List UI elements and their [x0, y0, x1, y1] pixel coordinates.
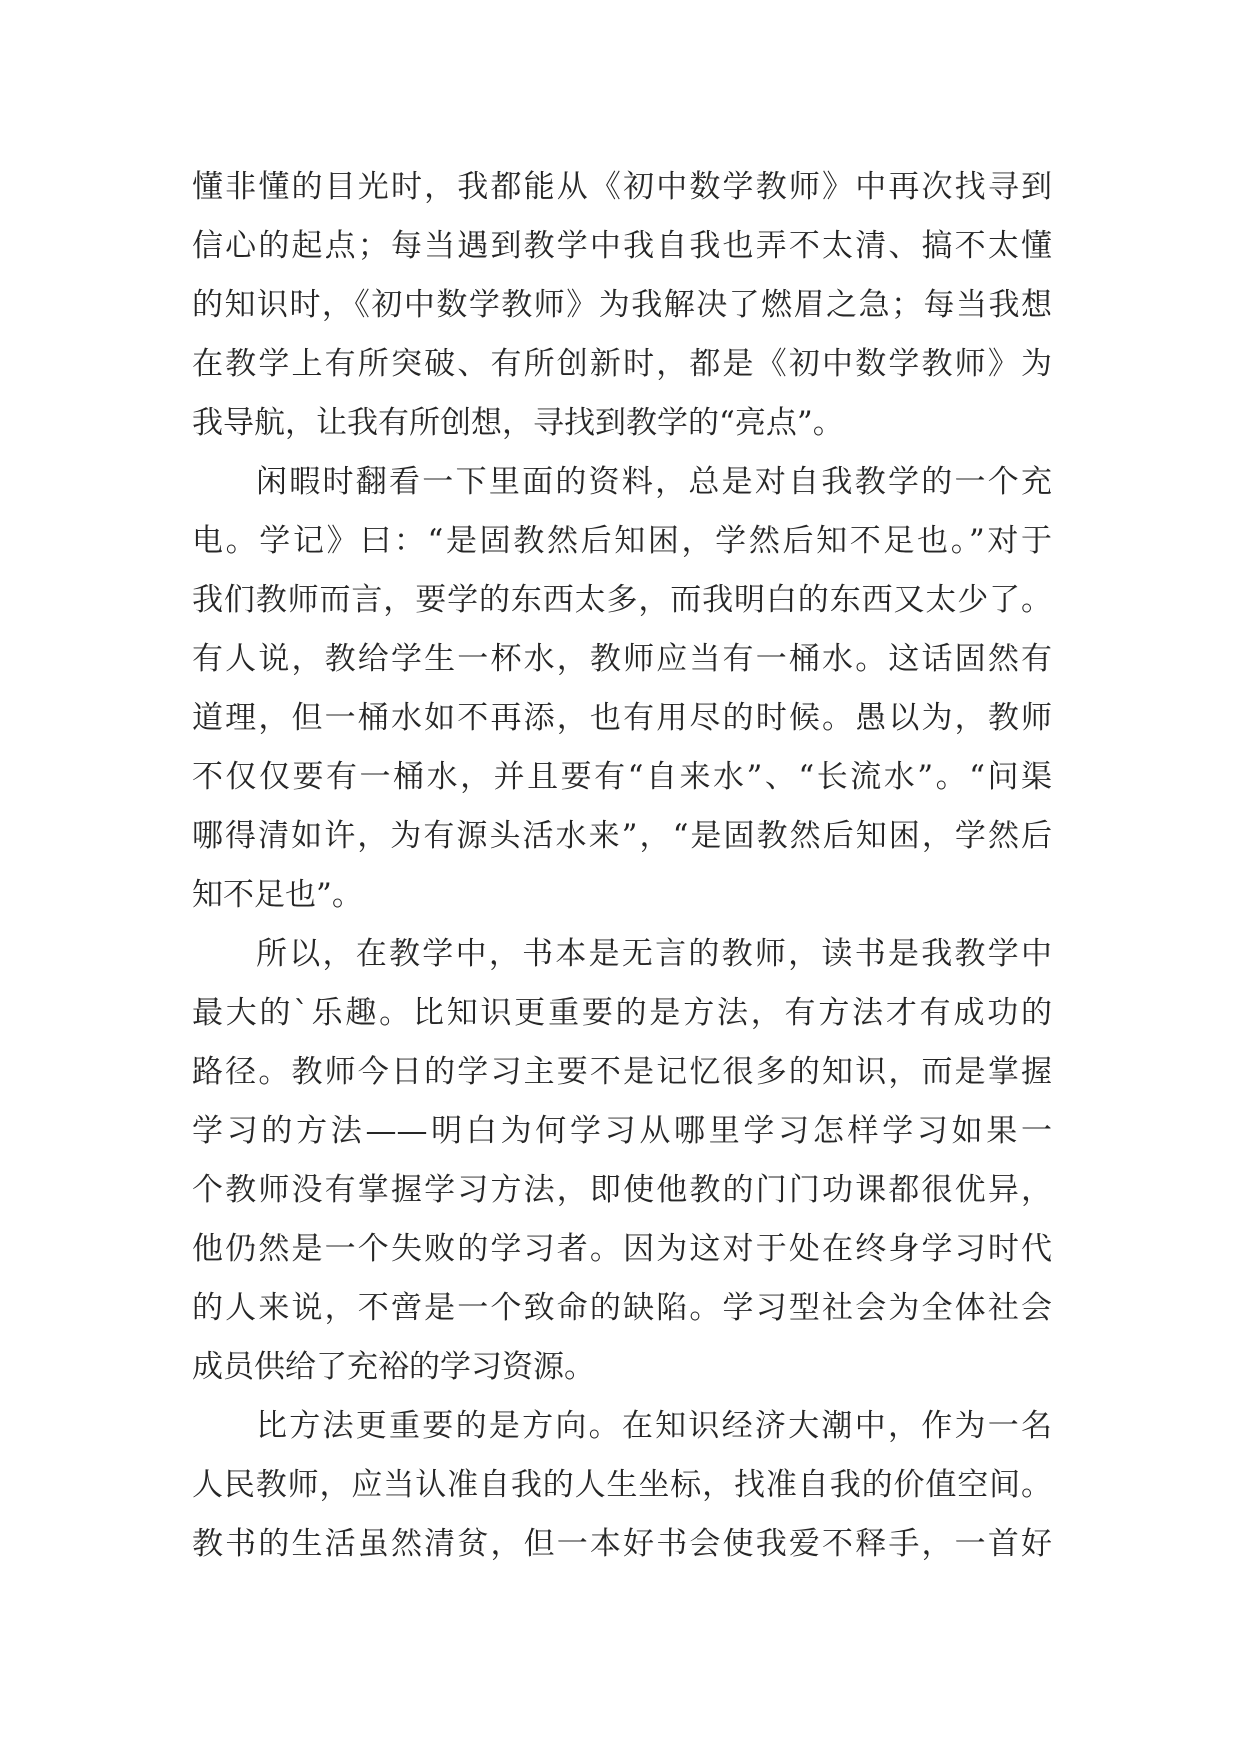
text-line: 学习的方法——明白为何学习从哪里学习怎样学习如果一 [192, 1113, 1052, 1149]
text-line: 我们教师而言，要学的东西太多，而我明白的东西又太少了。 [192, 582, 1052, 618]
body-text [192, 158, 1052, 1574]
text-line: 电。学记》曰：“是固教然后知困，学然后知不足也。”对于 [192, 523, 1052, 559]
text-line: 知不足也”。 [192, 877, 363, 913]
text-line: 我导航，让我有所创想，寻找到教学的“亮点”。 [192, 405, 844, 441]
paragraph [192, 925, 1052, 1397]
text-line: 在教学上有所突破、有所创新时，都是《初中数学教师》为 [192, 346, 1052, 382]
text-line: 的知识时，《初中数学教师》为我解决了燃眉之急；每当我想 [192, 287, 1052, 323]
text-line: 人民教师，应当认准自我的人生坐标，找准自我的价值空间。 [192, 1467, 1052, 1503]
text-line: 的人来说，不啻是一个致命的缺陷。学习型社会为全体社会 [192, 1290, 1052, 1326]
text-line: 信心的起点；每当遇到教学中我自我也弄不太清、搞不太懂 [192, 228, 1052, 264]
text-line: 闲暇时翻看一下里面的资料，总是对自我教学的一个充 [256, 464, 1052, 500]
text-line: 哪得清如许，为有源头活水来”，“是固教然后知困，学然后 [192, 818, 1052, 854]
text-line: 道理，但一桶水如不再添，也有用尽的时候。愚以为，教师 [192, 700, 1052, 736]
text-line: 成员供给了充裕的学习资源。 [192, 1349, 595, 1385]
text-line: 所以，在教学中，书本是无言的教师，读书是我教学中 [256, 936, 1052, 972]
paragraph [192, 158, 1052, 453]
paragraph [192, 1397, 1052, 1574]
text-line: 教书的生活虽然清贫，但一本好书会使我爱不释手，一首好 [192, 1526, 1052, 1562]
paragraph [192, 453, 1052, 925]
text-line: 最大的`乐趣。比知识更重要的是方法，有方法才有成功的 [192, 995, 1052, 1031]
text-line: 比方法更重要的是方向。在知识经济大潮中，作为一名 [256, 1408, 1052, 1444]
text-line: 懂非懂的目光时，我都能从《初中数学教师》中再次找寻到 [192, 169, 1052, 205]
text-line: 个教师没有掌握学习方法，即使他教的门门功课都很优异， [192, 1172, 1052, 1208]
text-line: 有人说，教给学生一杯水，教师应当有一桶水。这话固然有 [192, 641, 1052, 677]
text-line: 路径。教师今日的学习主要不是记忆很多的知识，而是掌握 [192, 1054, 1052, 1090]
text-line: 不仅仅要有一桶水，并且要有“自来水”、“长流水”。“问渠 [192, 759, 1052, 795]
text-line: 他仍然是一个失败的学习者。因为这对于处在终身学习时代 [192, 1231, 1052, 1267]
